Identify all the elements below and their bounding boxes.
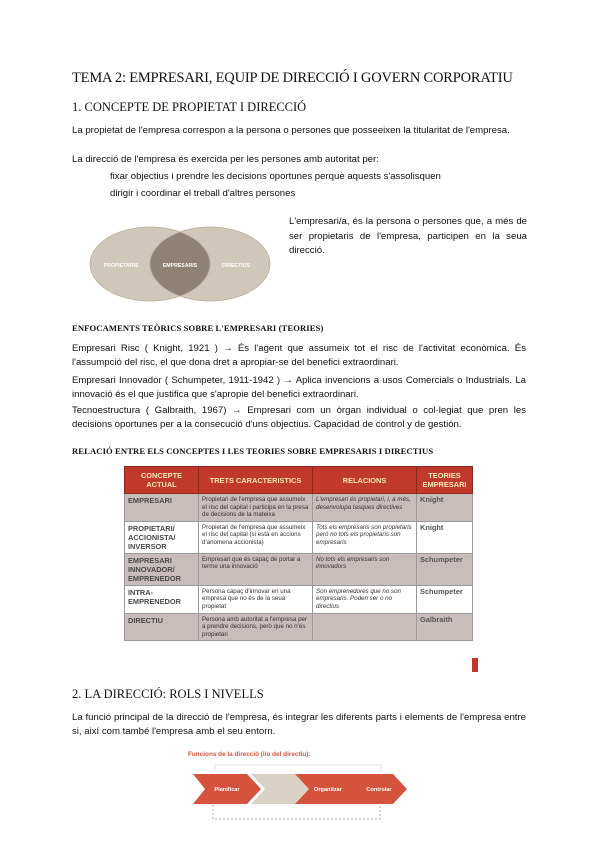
- theory-knight: Empresari Risc ( Knight, 1921 ) → És l'agent que assumeix tot el risc de l'activitat econòmica. És l'assumpció del risc, el que dona dret a apropiar-se del benefici extraordinari.: [72, 343, 526, 368]
- management-functions-diagram: [185, 747, 415, 847]
- table-cell: Persona capaç d'innovar en una empresa que no és de la seua propietat: [199, 585, 313, 613]
- venn-label-right: DIRECTIUS: [222, 263, 250, 269]
- table-cell: Empresari que és capaç de portar a terme una innovació: [199, 553, 313, 585]
- table-cell: Galbraith: [417, 613, 473, 641]
- section1-heading: 1. CONCEPTE DE PROPIETAT I DIRECCIÓ: [72, 100, 307, 114]
- list-item: dirigir i coordinar el treball d'altres persones: [110, 188, 296, 199]
- list-item: fixar objectius i prendre les decisions oportunes perquè aquests s'assolisquen: [110, 171, 441, 182]
- table-cell: Propietari de l'empresa que assumeix el risc del capital (si està en accions d'anomena accionista): [199, 521, 313, 553]
- relations-table: [124, 466, 473, 641]
- step-label: Planificar: [214, 787, 240, 793]
- theory-schumpeter: Empresari Innovador ( Schumpeter, 1911-1942 ) → Aplica invencions a usos Comercials o Industrials. La innovació és el que justifica que s'apropie del benefici extraordinari.: [72, 375, 526, 400]
- table-header-row: [125, 467, 473, 494]
- table-row: [125, 585, 473, 613]
- table-cell: No tots els empresaris son innovadors: [313, 553, 417, 585]
- theory-galbraith: Tecnoestructura ( Galbraith, 1967) → Empresari com un òrgan individual o col·legiat que pren les decisions oportunes per a la consecució d'uns objectius. Capacidad de control y de gestión.: [72, 405, 526, 430]
- table-row: [125, 553, 473, 585]
- table-cell: INTRA-EMPRENEDOR: [125, 585, 199, 613]
- table-header: RELACIONS: [313, 467, 417, 494]
- table-cell: L'empresari és propietari, i, a més, desenvolupa tasques directives: [313, 494, 417, 522]
- venn-label-left: PROPIETARIS: [103, 263, 139, 269]
- page-title: TEMA 2: EMPRESARI, EQUIP DE DIRECCIÓ I GOVERN CORPORATIU: [72, 70, 513, 86]
- section2-heading: 2. LA DIRECCIÓ: ROLS I NIVELLS: [72, 687, 264, 701]
- relacio-heading: RELACIÓ ENTRE ELS CONCEPTES I LES TEORIES SOBRE EMPRESARIS I DIRECTIUS: [72, 446, 434, 456]
- table-cell: Schumpeter: [417, 585, 473, 613]
- table-header: TRETS CARACTERISTICS: [199, 467, 313, 494]
- table-cell: [313, 613, 417, 641]
- table-cell: EMPRESARI: [125, 494, 199, 522]
- table-cell: Knight: [417, 521, 473, 553]
- table-row: [125, 613, 473, 641]
- section1-para-direccio: La direcció de l'empresa és exercida per les persones amb autoritat per:: [72, 154, 379, 165]
- feedback-loop: [213, 805, 380, 819]
- table-cell: DIRECTIU: [125, 613, 199, 641]
- enfocaments-heading: ENFOCAMENTS TEÒRICS SOBRE L'EMPRESARI (TEORIES): [72, 323, 324, 333]
- step-label: Organitzar: [314, 787, 342, 793]
- venn-diagram: [88, 224, 274, 304]
- table-cell: PROPIETARI/ ACCIONISTA/ INVERSOR: [125, 521, 199, 553]
- step-label: Controlar: [366, 787, 392, 793]
- table-cell: Propietari de l'empresa que assumeix el risc del capital i participa en la presa de decisions de la mateixa: [199, 494, 313, 522]
- section2-para: La funció principal de la direcció de l'empresa, és integrar les diferents parts i elements de l'empresa entre si, així com també l'empresa amb el seu entorn.: [72, 712, 526, 737]
- diagram-title: Funcions de la direcció (i/o del directiu):: [188, 751, 311, 758]
- table-cell: EMPRESARI INNOVADOR/ EMPRENEDOR: [125, 553, 199, 585]
- table-header: CONCEPTE ACTUAL: [125, 467, 199, 494]
- table-cell: Knight: [417, 494, 473, 522]
- table-cell: Schumpeter: [417, 553, 473, 585]
- table-row: [125, 521, 473, 553]
- table-cell: Son emprenedores que no son empresaris. Poden ser o no directius: [313, 585, 417, 613]
- table-header: TEORIES EMPRESARI: [417, 467, 473, 494]
- empresari-definition: L'empresari/a, és la persona o persones que, a més de ser propietaris de l'empresa, participen en la seua direcció.: [289, 216, 527, 256]
- table-corner-tab: [472, 658, 478, 672]
- table-row: [125, 494, 473, 522]
- table-cell: Persona amb autoritat a l'empresa per a prendre decisions, però que no n'és propietari: [199, 613, 313, 641]
- venn-label-center: EMPRESARIS: [162, 263, 198, 269]
- table-cell: Tots els empresaris son propietaris però no tots els propietaris son empresaris: [313, 521, 417, 553]
- section1-para-propietat: La propietat de l'empresa correspon a la persona o persones que posseeixen la titularitat de l'empresa.: [72, 125, 510, 136]
